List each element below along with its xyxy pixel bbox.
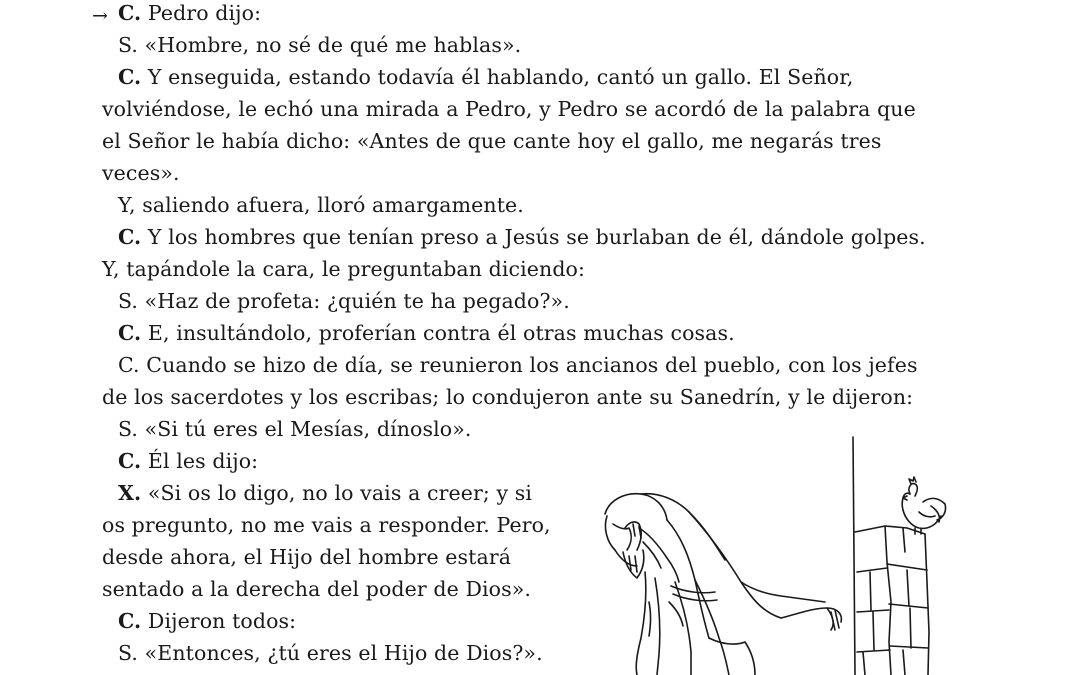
- speaker-label: C.: [118, 353, 140, 377]
- speaker-label: C.: [118, 609, 142, 633]
- reading-line-7: [118, 195, 524, 216]
- reading-line-10: [118, 291, 570, 312]
- line-text: Él les dijo:: [147, 449, 259, 473]
- line-text: «Si tú eres el Mesías, dínoslo».: [144, 417, 472, 441]
- speaker-label: S.: [118, 289, 139, 313]
- reading-line-9: [102, 259, 585, 280]
- line-text: «Haz de profeta: ¿quién te ha pegado?».: [144, 289, 570, 313]
- reading-line-3: [118, 67, 853, 88]
- line-text: Dijeron todos:: [147, 609, 297, 633]
- line-text: el Señor le había dicho: «Antes de que cante hoy el gallo, me negarás tres: [102, 129, 882, 153]
- speaker-label: C.: [118, 65, 142, 89]
- line-text: Pedro dijo:: [147, 1, 262, 25]
- line-text: «Entonces, ¿tú eres el Hijo de Dios?».: [144, 641, 543, 665]
- speaker-label: C.: [118, 321, 142, 345]
- reading-line-12: [118, 355, 918, 376]
- speaker-label: S.: [118, 641, 139, 665]
- line-text: sentado a la derecha del poder de Dios».: [102, 577, 531, 601]
- line-text: E, insultándolo, proferían contra él otras muchas cosas.: [147, 321, 735, 345]
- line-text: Y, tapándole la cara, le preguntaban diciendo:: [102, 257, 585, 281]
- line-text: volviéndose, le echó una mirada a Pedro, y Pedro se acordó de la palabra que: [102, 97, 916, 121]
- reading-line-17: [102, 515, 551, 536]
- reading-line-15: [118, 451, 258, 472]
- reading-line-1: [118, 3, 261, 24]
- reading-line-13: [102, 387, 913, 408]
- line-text: de los sacerdotes y los escribas; lo condujeron ante su Sanedrín, y le dijeron:: [102, 385, 914, 409]
- speaker-label: X.: [118, 481, 142, 505]
- line-text: Cuando se hizo de día, se reunieron los ancianos del pueblo, con los jefes: [146, 353, 918, 377]
- line-text: Y enseguida, estando todavía él hablando, cantó un gallo. El Señor,: [147, 65, 854, 89]
- speaker-label: S.: [118, 417, 139, 441]
- peter-weeping-rooster-illustration-icon: [585, 432, 975, 675]
- reading-line-11: [118, 323, 735, 344]
- reading-line-19: [102, 579, 531, 600]
- line-text: Y los hombres que tenían preso a Jesús se burlaban de él, dándole golpes.: [147, 225, 926, 249]
- reading-line-20: [118, 611, 296, 632]
- line-text: Y, saliendo afuera, lloró amargamente.: [118, 193, 524, 217]
- reading-line-16: [118, 483, 532, 504]
- reading-line-18: [102, 547, 511, 568]
- reading-line-21: [118, 643, 543, 664]
- line-text: «Hombre, no sé de qué me hablas».: [144, 33, 522, 57]
- reading-line-2: [118, 35, 521, 56]
- line-text: desde ahora, el Hijo del hombre estará: [102, 545, 512, 569]
- arrow-marker-icon: →: [92, 5, 108, 27]
- line-text: os pregunto, no me vais a responder. Pero,: [102, 513, 551, 537]
- reading-line-4: [102, 99, 916, 120]
- speaker-label: C.: [118, 449, 142, 473]
- speaker-label: C.: [118, 225, 142, 249]
- speaker-label: C.: [118, 1, 142, 25]
- reading-line-14: [118, 419, 471, 440]
- reading-line-6: [102, 163, 180, 184]
- speaker-label: S.: [118, 33, 139, 57]
- reading-line-5: [102, 131, 882, 152]
- line-text: veces».: [102, 161, 180, 185]
- line-text: «Si os lo digo, no lo vais a creer; y si: [147, 481, 533, 505]
- reading-line-8: [118, 227, 926, 248]
